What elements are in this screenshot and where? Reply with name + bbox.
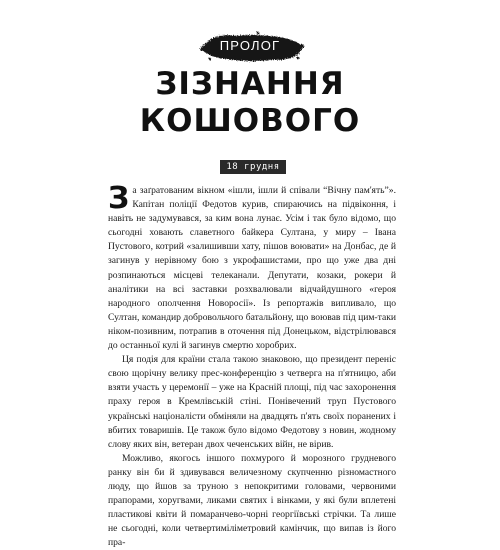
- drop-cap: З: [108, 181, 130, 216]
- paragraph-2: Ця подія для країни стала такою знаковою, що президент переніс свою щорічну велику прес-конференцію з четверга на п'ятницю, аби взяти участь у церемонії – уже на Красній площі, під час захоронення праху героя в Кремлівській стіні. Понівечений труп Пустового українські націоналісти обміняли на двадцять п'ять своїх поранених і вбитих товаришів. Це також було відомо Федотову з новин, жодному слову яких він, ветеран двох чеченських війн, не вірив.: [108, 354, 396, 450]
- chapter-title-line-2: КОШОВОГО: [139, 103, 361, 139]
- chapter-label: ПРОЛОГ: [219, 38, 281, 53]
- paragraph-1-text: а заґратованим вікном «ішли, ішли й співали “Вічну пам'ять”». Капітан поліції Федотов курив, спираючись на підвіконня, і навіть не задумувався, за ким вона лунає. Усім і так було відомо, що сьогодні ховають славетного байкера Султана, у миру – Івана Пустового, котрий «залишивши хату, пішов воювати» на Донбас, де й загинув у нерівному бою з укрофашистами, про що уже два дні розпинаються місцеві телеканали. Депутати, козаки, рокери й аналітики на всі заставки розхвалювали відчайдушного «героя народного ополчення Новоросії». Із репортажів випливало, що Султан, командир добровольчого батальйону, що воював під цим-таки ніком-позивним, потрапив в оточення під Донецьком, відстрілювався до останньої кулі й загинув смертю хоробрих.: [108, 185, 396, 352]
- body-text: [108, 181, 396, 550]
- date-badge: 18 грудня: [220, 160, 286, 174]
- paragraph-3: Можливо, якогось іншого похмурого й морозного грудневого ранку він би й здивувався величезному скупченню різномастного люду, що йшов за труною з непокритими головами, червоними прапорами, хоругвами, ликами святих і вінками, у які були вплетені пластикові квіти й помаранчево-чорні георгіївські стрічки. Та лише не сьогодні, коли четвертиміліметровий камінчик, що випав із його пра-: [108, 452, 396, 549]
- paragraph-1: [108, 181, 396, 353]
- chapter-title-line-1: ЗІЗНАННЯ: [155, 66, 345, 102]
